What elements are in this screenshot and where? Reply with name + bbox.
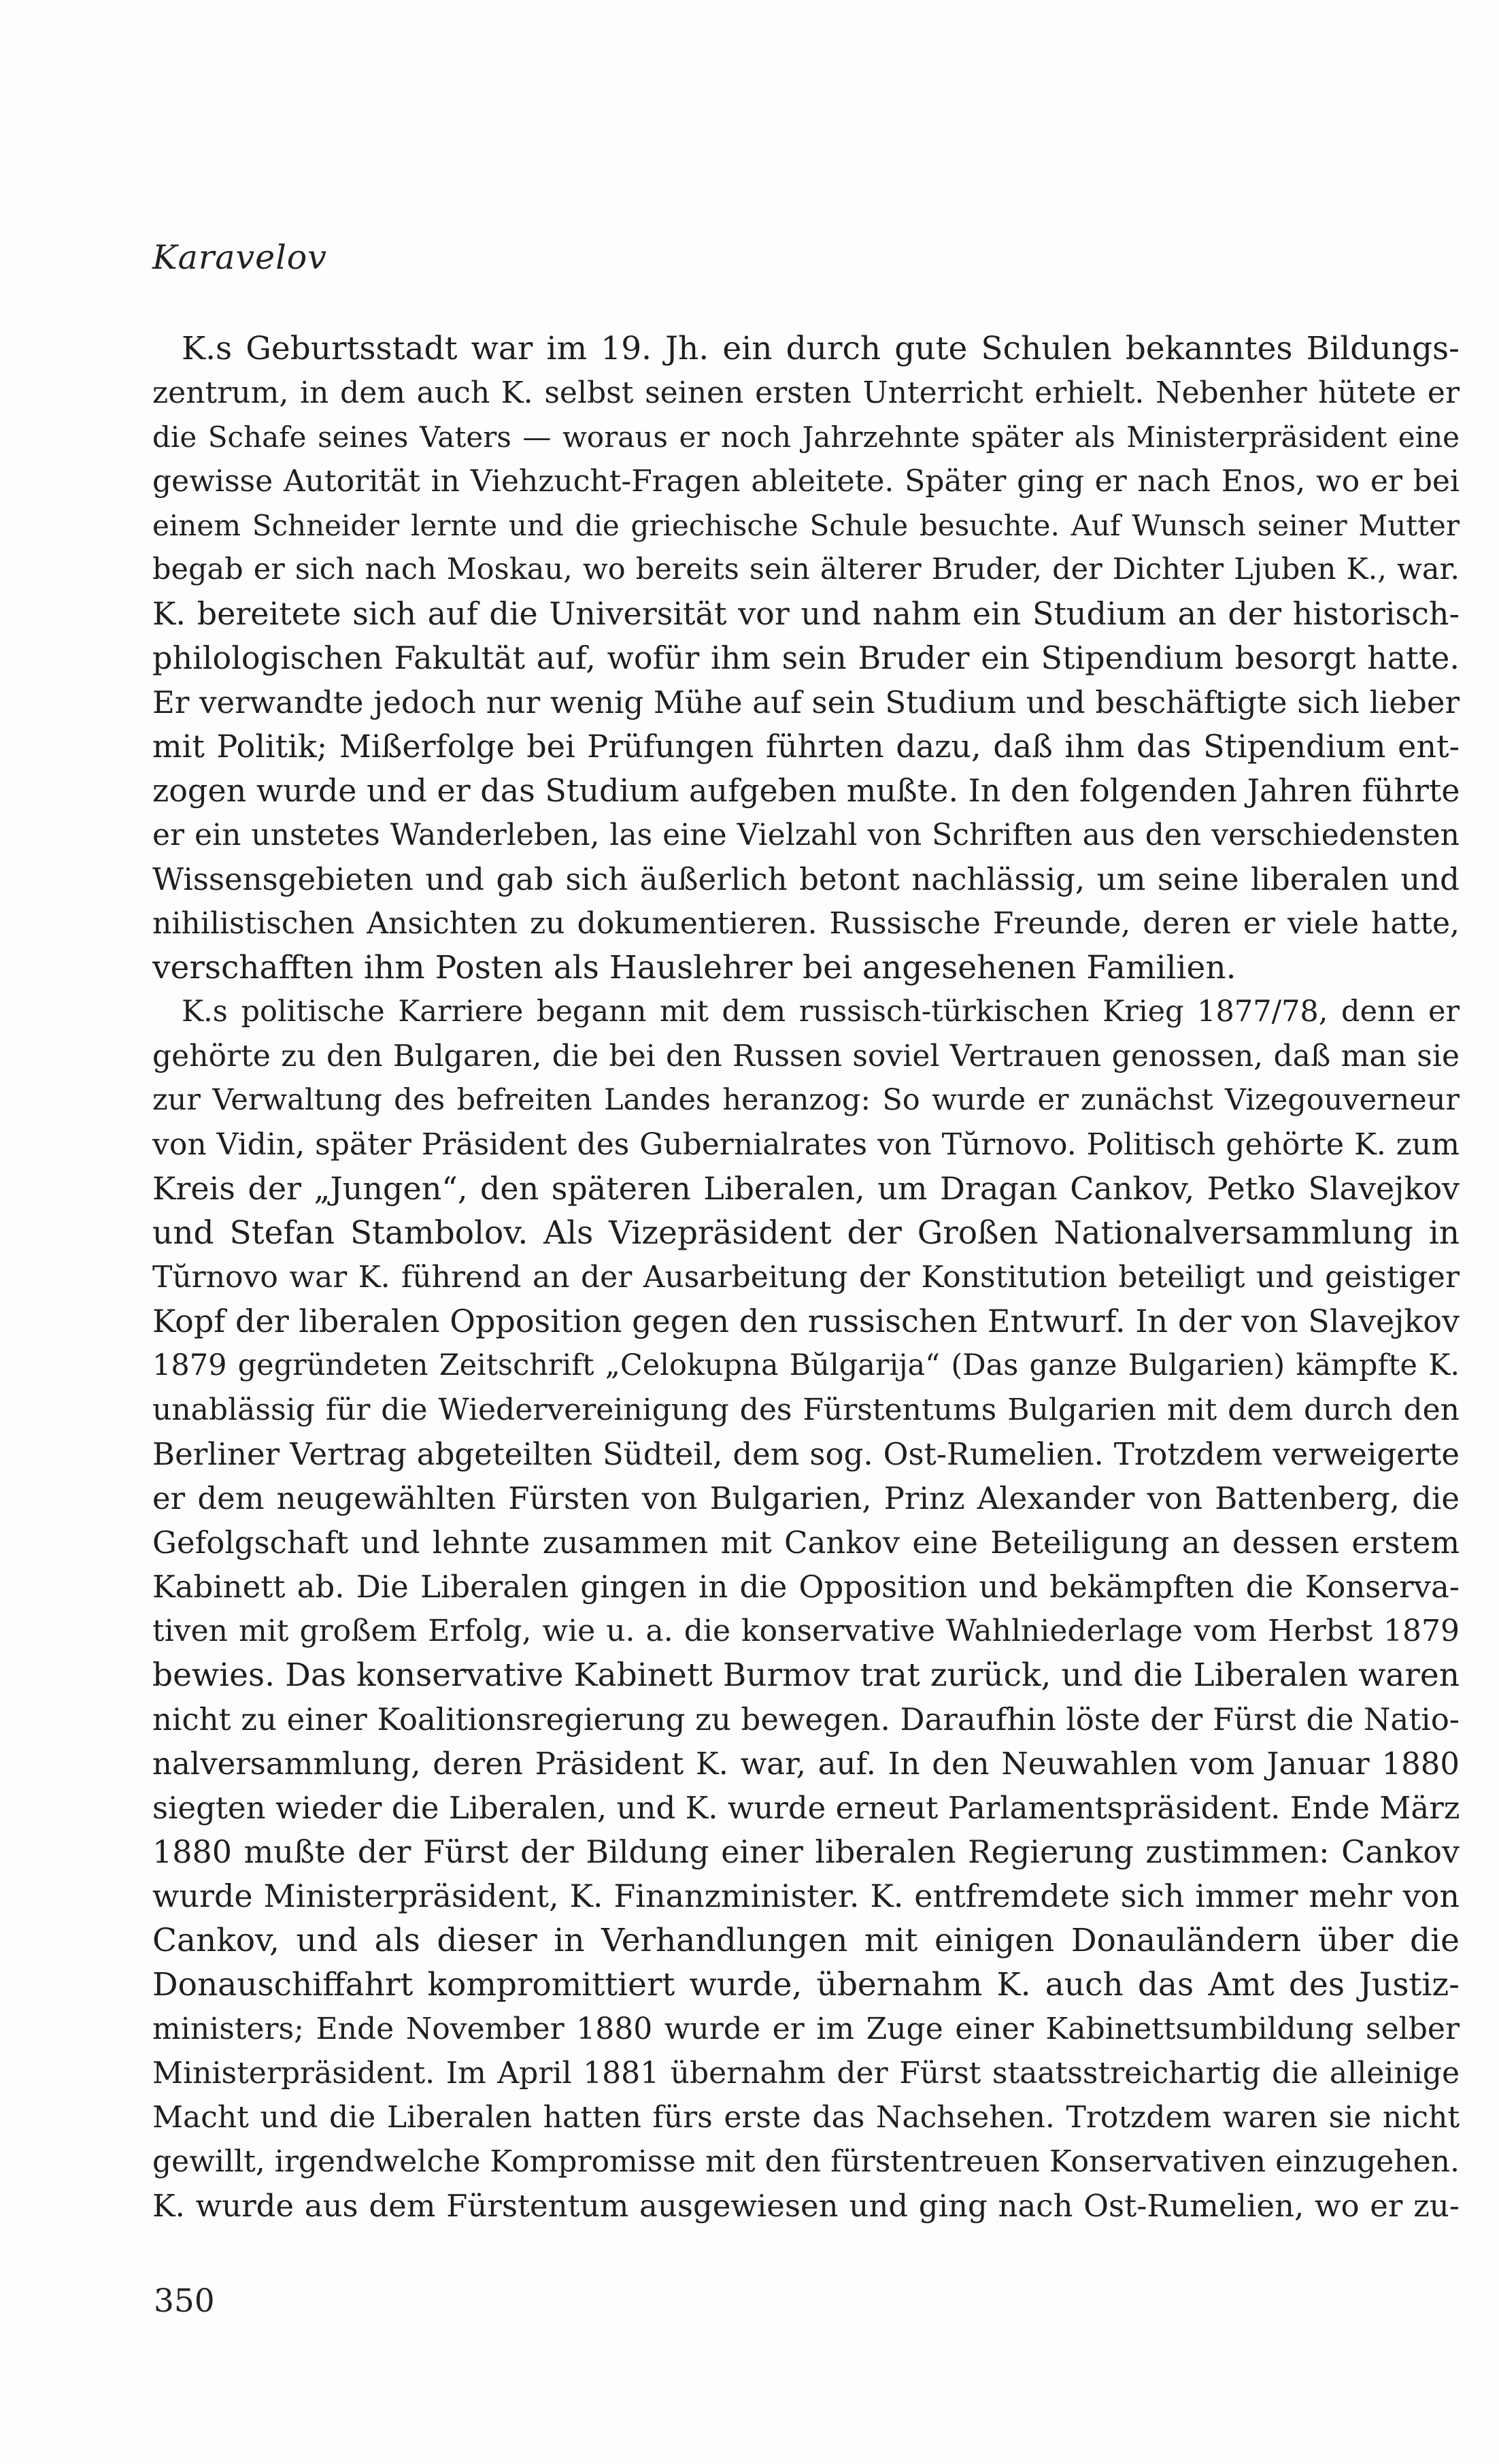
text-line: zentrum, in dem auch K. selbst seinen ersten Unterricht erhielt. Nebenher hütete er xyxy=(152,376,1460,410)
text-line: und Stefan Stambolov. Als Vizepräsident der Großen Nationalversammlung in xyxy=(152,1214,1460,1252)
text-line: K.s Geburtsstadt war im 19. Jh. ein durch gute Schulen bekanntes Bildungs- xyxy=(182,330,1460,367)
text-line: bewies. Das konservative Kabinett Burmov trat zurück, und die Liberalen waren xyxy=(152,1656,1460,1694)
text-line: einem Schneider lernte und die griechische Schule besuchte. Auf Wunsch seiner Mutter xyxy=(152,509,1460,542)
text-line: gehörte zu den Bulgaren, die bei den Russen soviel Vertrauen genossen, daß man sie xyxy=(152,1039,1460,1073)
text-line: Kreis der „Jungen“, den späteren Liberalen, um Dragan Cankov, Petko Slavejkov xyxy=(152,1170,1460,1207)
text-line: Er verwandte jedoch nur wenig Mühe auf sein Studium und beschäftigte sich lieber xyxy=(152,684,1460,720)
text-line: nalversammlung, deren Präsident K. war, auf. In den Neuwahlen vom Januar 1880 xyxy=(152,1746,1460,1782)
text-line: Cankov, und als dieser in Verhandlungen mit einigen Donauländern über die xyxy=(152,1922,1460,1959)
text-line: wurde Ministerpräsident, K. Finanzminister. K. entfremdete sich immer mehr von xyxy=(152,1878,1460,1914)
text-line: Berliner Vertrag abgeteilten Südteil, dem sog. Ost-Rumelien. Trotzdem verweigerte xyxy=(152,1436,1460,1472)
text-line: Wissensgebieten und gab sich äußerlich betont nachlässig, um seine liberalen und xyxy=(152,861,1460,897)
text-line: ministers; Ende November 1880 wurde er im Zuge einer Kabinettsumbildung selber xyxy=(152,2012,1460,2046)
text-line: siegten wieder die Liberalen, und K. wurde erneut Parlamentspräsident. Ende März xyxy=(152,1790,1460,1826)
text-line: er ein unstetes Wanderleben, las eine Vielzahl von Schriften aus den verschiedensten xyxy=(152,818,1460,852)
text-line: mit Politik; Mißerfolge bei Prüfungen führten dazu, daß ihm das Stipendium ent- xyxy=(152,728,1460,765)
text-line: verschafften ihm Posten als Hauslehrer bei angesehenen Familien. xyxy=(152,949,1236,986)
text-line: die Schafe seines Vaters — woraus er noch Jahrzehnte später als Ministerpräsident eine xyxy=(152,420,1460,454)
text-line: Ministerpräsident. Im April 1881 übernahm der Fürst staatsstreichartig die alleinige xyxy=(152,2056,1460,2091)
text-line: K. bereitete sich auf die Universität vor und nahm ein Studium an der historisch- xyxy=(152,595,1460,632)
text-line: tiven mit großem Erfolg, wie u. a. die konservative Wahlniederlage vom Herbst 1879 xyxy=(152,1614,1460,1648)
text-line: zogen wurde und er das Studium aufgeben mußte. In den folgenden Jahren führte xyxy=(152,772,1460,809)
text-line: philologischen Fakultät auf, wofür ihm sein Bruder ein Stipendium besorgt hatte. xyxy=(152,639,1460,676)
running-header: Karavelov xyxy=(152,238,327,277)
text-line: von Vidin, später Präsident des Gubernialrates von Tŭrnovo. Politisch gehörte K. zum xyxy=(152,1127,1460,1162)
text-line: K.s politische Karriere begann mit dem russisch-türkischen Krieg 1877/78, denn er xyxy=(182,995,1460,1029)
body-text xyxy=(152,327,1460,2228)
text-line: zur Verwaltung des befreiten Landes heranzog: So wurde er zunächst Vizegouverneur xyxy=(152,1083,1460,1117)
text-line: Kabinett ab. Die Liberalen gingen in die Opposition und bekämpften die Konserva- xyxy=(152,1569,1460,1605)
text-line: gewillt, irgendwelche Kompromisse mit den fürstentreuen Konservativen einzugehen. xyxy=(152,2144,1460,2179)
text-line: nihilistischen Ansichten zu dokumentieren. Russische Freunde, deren er viele hatte, xyxy=(152,906,1460,941)
text-line: Donauschiffahrt kompromittiert wurde, übernahm K. auch das Amt des Justiz- xyxy=(152,1966,1460,2003)
text-line: 1880 mußte der Fürst der Bildung einer liberalen Regierung zustimmen: Cankov xyxy=(152,1833,1460,1870)
page-number: 350 xyxy=(154,2282,215,2320)
text-line: er dem neugewählten Fürsten von Bulgarien, Prinz Alexander von Battenberg, die xyxy=(152,1480,1460,1516)
text-line: begab er sich nach Moskau, wo bereits sein älterer Bruder, der Dichter Ljuben K., war. xyxy=(152,552,1460,586)
text-line: Macht und die Liberalen hatten fürs erste das Nachsehen. Trotzdem waren sie nicht xyxy=(152,2100,1460,2135)
text-line: K. wurde aus dem Fürstentum ausgewiesen und ging nach Ost-Rumelien, wo er zu- xyxy=(152,2188,1460,2224)
text-line: Kopf der liberalen Opposition gegen den russischen Entwurf. In der von Slavejkov xyxy=(152,1303,1460,1339)
text-line: gewisse Autorität in Viehzucht-Fragen ableitete. Später ging er nach Enos, wo er bei xyxy=(152,464,1460,499)
text-line: unablässig für die Wiedervereinigung des Fürstentums Bulgarien mit dem durch den xyxy=(152,1393,1460,1427)
text-line: Tŭrnovo war K. führend an der Ausarbeitung der Konstitution beteiligt und geistiger xyxy=(152,1260,1460,1295)
text-line: Gefolgschaft und lehnte zusammen mit Cankov eine Beteiligung an dessen erstem xyxy=(152,1525,1460,1561)
text-line: nicht zu einer Koalitionsregierung zu bewegen. Daraufhin löste der Fürst die Natio- xyxy=(152,1701,1460,1737)
text-line: 1879 gegründeten Zeitschrift „Celokupna Bŭlgarija“ (Das ganze Bulgarien) kämpfte K. xyxy=(152,1348,1460,1382)
